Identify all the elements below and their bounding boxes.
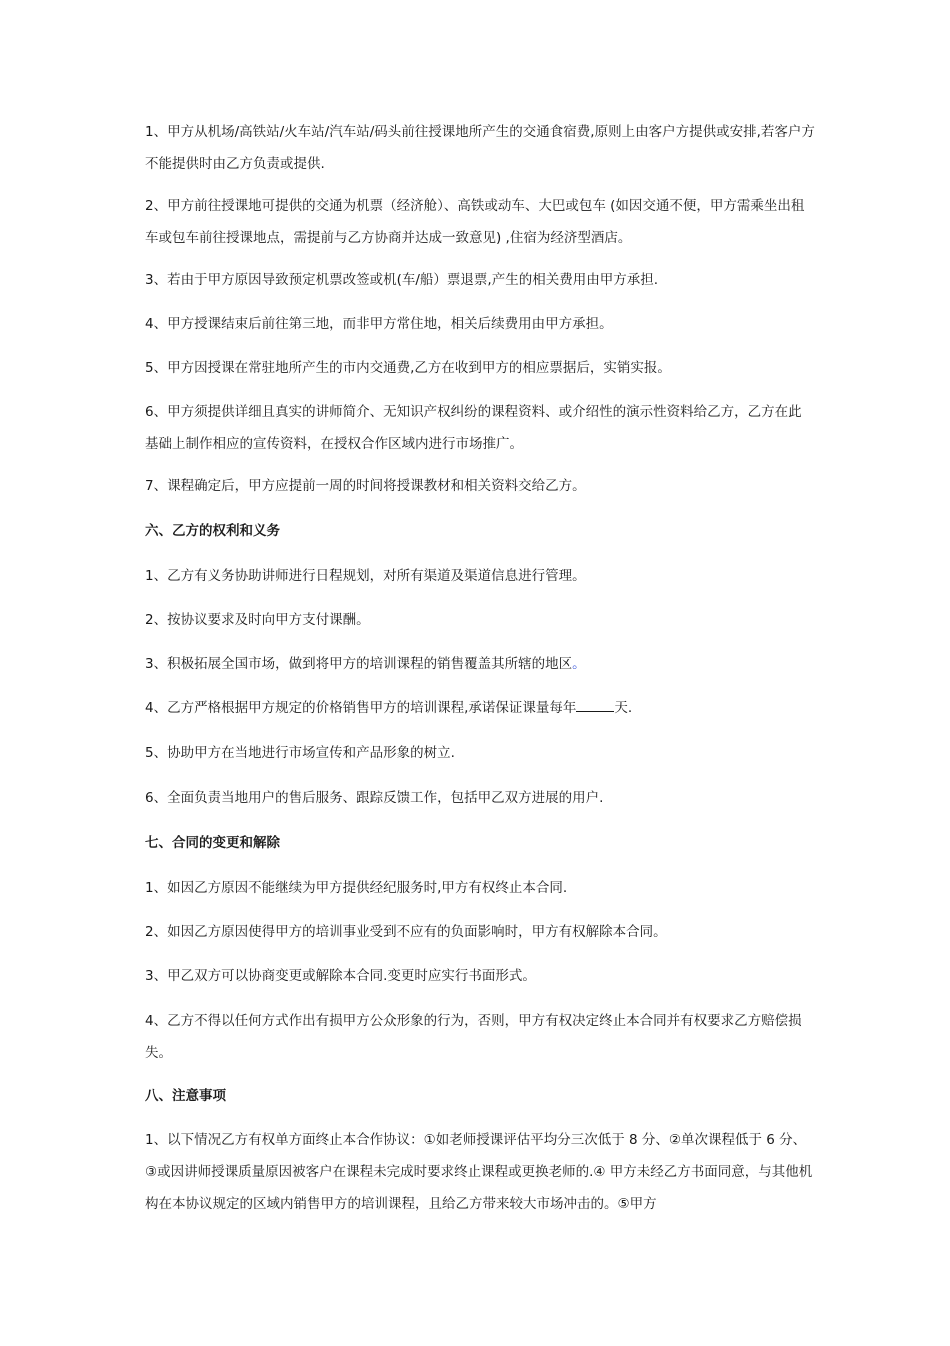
section5-item-5: 5、甲方因授课在常驻地所产生的市内交通费,乙方在收到甲方的相应票据后，实销实报。 — [145, 360, 671, 376]
section8-heading: 八、注意事项 — [145, 1088, 226, 1104]
section6-item-1: 1、乙方有义务协助讲师进行日程规划，对所有渠道及渠道信息进行管理。 — [145, 568, 586, 584]
section7-item-2: 2、如因乙方原因使得甲方的培训事业受到不应有的负面影响时，甲方有权解除本合同。 — [145, 924, 667, 940]
section7-item-4: 4、乙方不得以任何方式作出有损甲方公众形象的行为，否则，甲方有权决定终止本合同并有权要求乙方赔偿损失。 — [145, 1013, 802, 1061]
section7-item-1: 1、如因乙方原因不能继续为甲方提供经纪服务时,甲方有权终止本合同. — [145, 880, 568, 896]
section6-item-5: 5、协助甲方在当地进行市场宣传和产品形象的树立. — [145, 745, 455, 761]
section7-item-3: 3、甲乙双方可以协商变更或解除本合同.变更时应实行书面形式。 — [145, 968, 536, 984]
section6-item-3 — [145, 648, 815, 680]
section6-item-3-text: 3、积极拓展全国市场，做到将甲方的培训课程的销售覆盖其所辖的地区 — [145, 656, 573, 672]
section5-item-7: 7、课程确定后，甲方应提前一周的时间将授课教材和相关资料交给乙方。 — [145, 478, 586, 494]
section5-item-3: 3、若由于甲方原因导致预定机票改签或机(车/船）票退票,产生的相关费用由甲方承担. — [145, 272, 658, 288]
section6-item-4 — [145, 692, 815, 724]
section8-item-1: 1、以下情况乙方有权单方面终止本合作协议：①如老师授课评估平均分三次低于 8 分、②单次课程低于 6 分、③或因讲师授课质量原因被客户在课程未完成时要求终止课程或更换老师的.④ 甲方未经乙方书面同意，与其他机构在本协议规定的区域内销售甲方的培训课程，且给乙方带来较大市场冲击的。⑤甲方 — [145, 1132, 813, 1212]
section5-item-1: 1、甲方从机场/高铁站/火车站/汽车站/码头前往授课地所产生的交通食宿费,原则上由客户方提供或安排,若客户方不能提供时由乙方负责或提供. — [145, 124, 815, 172]
section6-item-2: 2、按协议要求及时向甲方支付课酬。 — [145, 612, 370, 628]
fill-in-blank — [576, 697, 614, 712]
section6-item-4-after: 天. — [614, 700, 633, 716]
section5-item-6: 6、甲方须提供详细且真实的讲师简介、无知识产权纠纷的课程资料、或介绍性的演示性资料给乙方，乙方在此基础上制作相应的宣传资料，在授权合作区域内进行市场推广。 — [145, 404, 802, 452]
section6-heading: 六、乙方的权利和义务 — [145, 523, 280, 539]
section7-heading: 七、合同的变更和解除 — [145, 835, 280, 851]
section6-item-3-end: 。 — [572, 656, 586, 672]
section5-item-4: 4、甲方授课结束后前往第三地，而非甲方常住地，相关后续费用由甲方承担。 — [145, 316, 613, 332]
section6-item-4-before: 4、乙方严格根据甲方规定的价格销售甲方的培训课程,承诺保证课量每年 — [145, 700, 577, 716]
section5-item-2: 2、甲方前往授课地可提供的交通为机票（经济舱）、高铁或动车、大巴或包车 (如因交通不便，甲方需乘坐出租车或包车前往授课地点，需提前与乙方协商并达成一致意见) ,住宿为经济型酒店。 — [145, 198, 805, 246]
section6-item-6: 6、全面负责当地用户的售后服务、跟踪反馈工作，包括甲乙双方进展的用户. — [145, 790, 604, 806]
